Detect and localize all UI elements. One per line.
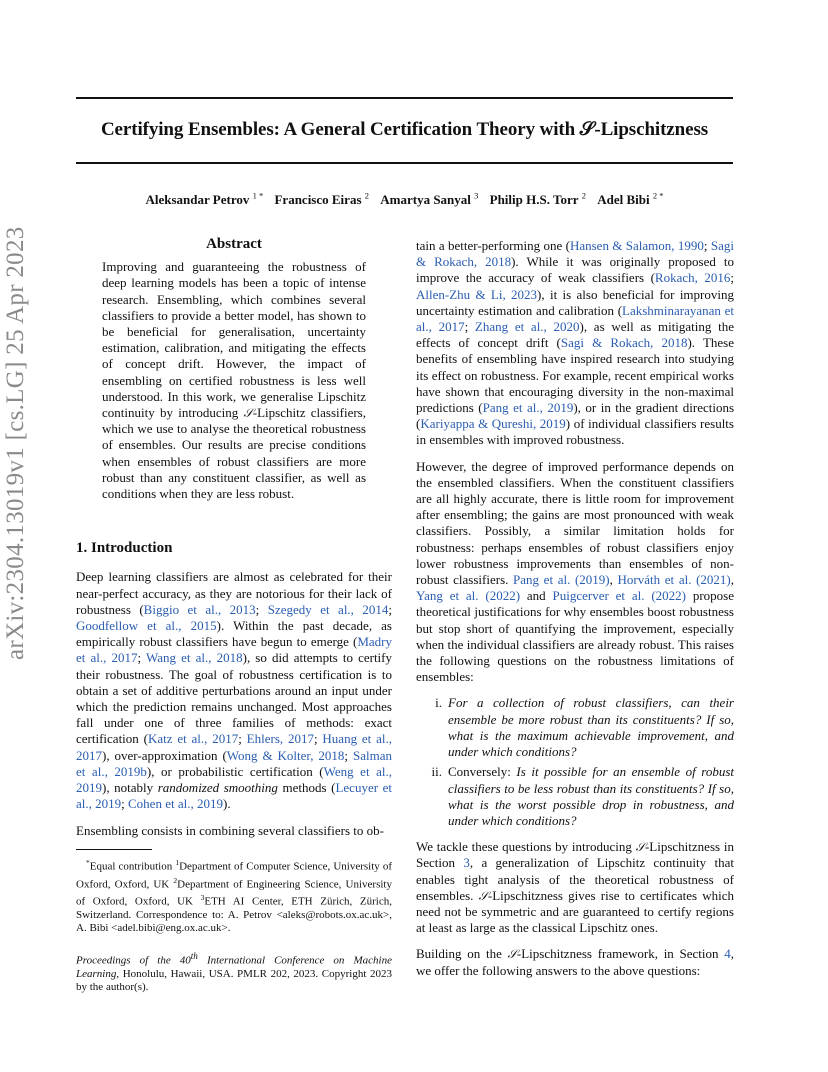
- citation-link[interactable]: Lakshminarayanan et al., 2017: [416, 302, 734, 335]
- footnote-rule: [76, 849, 152, 850]
- citation-link[interactable]: Hansen & Salamon, 1990: [569, 238, 704, 253]
- abstract-body: Improving and guaranteeing the robustness of deep learning models has been a topic of intense research. Ensembling, which combines several classifiers to provide a better model, has shown to be beneficial for generalisation, uncertainty estimation, calibration, and mitigating the effects of concept drift. However, the impact of ensembling on certified robustness is less well understood. In this work, we generalise Lipschitz continuity by introducing 𝒮-Lipschitz classifiers, which we use to analyse the theoretical robustness of ensembles. Our results are precise conditions when ensembles of robust classifiers are more robust than any constituent classifier, as well as conditions when they are less robust.: [102, 259, 366, 502]
- right-paragraph-4: Building on the 𝒮-Lipschitzness framework, in Section 4, we offer the following answers to the above questions:: [416, 946, 735, 978]
- citation-link[interactable]: Weng et al., 2019: [76, 763, 392, 796]
- right-paragraph-2: However, the degree of improved performance depends on the ensembled classifiers. When the constituent classifiers are all highly accurate, there is little room for improvement after ensembling; the gains are most pronounced with weak classifiers. Possibly, a similar limitation holds for robustness: perhaps ensembles of robust classifiers enjoy lower robustness improvements than ensembles of non-robust classifiers. Pang et al. (2019), Horváth et al. (2021), Yang et al. (2022) and Puigcerver et al. (2022) propose theoretical justifications for why ensembles boost robustness but stop short of quantifying the improvement, especially when the individual classifiers are already robust. This raises the following questions on the robustness limitations of ensembles:: [416, 458, 735, 685]
- citation-link[interactable]: Rokach, 2016: [654, 270, 731, 286]
- citation-link[interactable]: Goodfellow et al., 2015: [76, 618, 217, 634]
- citation-link[interactable]: Wang et al., 2018: [146, 650, 243, 666]
- citation-link[interactable]: Katz et al., 2017: [147, 731, 239, 747]
- citation-link[interactable]: Madry et al., 2017: [76, 634, 392, 666]
- section-heading-introduction: 1. Introduction: [76, 540, 173, 557]
- citation-link[interactable]: Zhang et al., 2020: [474, 319, 580, 335]
- author: Amartya Sanyal $^3$: [380, 191, 479, 208]
- list-item: i. For a collection of robust classifiers, can their ensemble be more robust than its constituents? If so, what is the maximum achievable improvement, and under which conditions?: [435, 695, 734, 760]
- research-questions-list: [416, 695, 734, 829]
- title-rule-top: [76, 97, 733, 99]
- citation-link[interactable]: Wong & Kolter, 2018: [226, 747, 345, 763]
- arxiv-stamp: arXiv:2304.13019v1 [cs.LG] 25 Apr 2023: [2, 226, 29, 660]
- citation-link[interactable]: Puigcerver et al. (2022): [552, 588, 686, 604]
- citation-link[interactable]: Pang et al., 2019: [482, 400, 574, 416]
- abstract-heading: Abstract: [206, 236, 262, 252]
- citation-link[interactable]: Huang et al., 2017: [76, 731, 392, 763]
- citation-link[interactable]: Ehlers, 2017: [246, 731, 314, 747]
- right-column: [416, 238, 734, 989]
- proceedings-note: Proceedings of the 40th International Conference on Machine Learning, Honolulu, Hawaii, USA. PMLR 202, 2023. Copyright 2023 by the author(s).: [76, 950, 392, 993]
- citation-link[interactable]: Horváth et al. (2021): [617, 572, 731, 588]
- citation-link[interactable]: Lecuyer et al., 2019: [76, 780, 393, 812]
- citation-link[interactable]: Biggio et al., 2013: [143, 601, 256, 617]
- section-ref-link[interactable]: 4: [724, 946, 731, 962]
- paper-title: Certifying Ensembles: A General Certification Theory with 𝒮-Lipschitzness: [100, 119, 709, 140]
- title-rule-bottom: [76, 162, 733, 164]
- right-paragraph-3: We tackle these questions by introducing 𝒮-Lipschitzness in Section 3, a generalization of Lipschitz continuity that enables tight analysis of the theoretical robustness of ensembles. 𝒮-Lipschitzness gives rise to certificates which need not be symmetric and are guaranteed to certify regions at least as large as the classical Lipschitz ones.: [416, 839, 735, 936]
- citation-link[interactable]: Szegedy et al., 2014: [267, 601, 389, 617]
- citation-link[interactable]: Salman et al., 2019b: [76, 747, 392, 779]
- citation-link[interactable]: Pang et al. (2019): [513, 572, 610, 588]
- citation-link[interactable]: Kariyappa & Qureshi, 2019: [420, 416, 566, 432]
- citation-link[interactable]: Sagi & Rokach, 2018: [416, 238, 734, 270]
- footnote-affiliations: *Equal contribution $^1$Department of Computer Science, University of Oxford, Oxford, UK $^2$Department of Engineering Science, University of Oxford, Oxford, UK $^3$ETH AI Center, ETH Zürich, Zürich, Switzerland. Correspondence to: A. Petrov <aleks@robots.ox.ac.uk>, A. Bibi <adel.bibi@eng.ox.ac.uk>.: [76, 857, 392, 935]
- right-paragraph-1: tain a better-performing one (Hansen & Salamon, 1990; Sagi & Rokach, 2018). While it was originally proposed to improve the accuracy of weak classifiers (Rokach, 2016; Allen-Zhu & Li, 2023), it is also beneficial for improving uncertainty estimation and calibration (Lakshminarayanan et al., 2017; Zhang et al., 2020), as well as mitigating the effects of concept drift (Sagi & Rokach, 2018). These benefits of ensembling have inspired research into studying its effect on robustness. For example, recent empirical works have shown that encouraging diversity in the non-maximal predictions (Pang et al., 2019), or in the gradient directions (Kariyappa & Qureshi, 2019) of individual classifiers results in ensembles with improved robustness.: [416, 238, 735, 448]
- citation-link[interactable]: Allen-Zhu & Li, 2023: [416, 286, 538, 302]
- list-item: ii. Conversely: Is it possible for an ensemble of robust classifiers to be less robust than its constituents? If so, what is the worst possible drop in robustness, and under which conditions?: [431, 764, 735, 828]
- author: Adel Bibi $^{2 *}$: [597, 191, 664, 208]
- citation-link[interactable]: Cohen et al., 2019: [128, 796, 223, 812]
- author: Aleksandar Petrov $^{1 *}$: [145, 191, 264, 208]
- author: Francisco Eiras $^2$: [274, 191, 369, 208]
- intro-paragraph-1: Deep learning classifiers are almost as celebrated for their near-perfect accuracy, as they are notorious for their lack of robustness (Biggio et al., 2013; Szegedy et al., 2014; Goodfellow et al., 2015). Within the past decade, as empirically robust classifiers have begun to emerge (Madry et al., 2017; Wang et al., 2018), so did attempts to certify their robustness. The goal of robustness certification is to obtain a set of additive perturbations around an input under which the prediction remains unchanged. Most approaches fall under one of three families of methods: exact certification (Katz et al., 2017; Ehlers, 2017; Huang et al., 2017), over-approximation (Wong & Kolter, 2018; Salman et al., 2019b), or probabilistic certification (Weng et al., 2019), notably randomized smoothing methods (Lecuyer et al., 2019; Cohen et al., 2019).: [76, 569, 393, 812]
- left-column: [76, 236, 392, 994]
- author-list: [76, 191, 733, 208]
- author: Philip H.S. Torr $^2$: [489, 191, 587, 208]
- citation-link[interactable]: Sagi & Rokach, 2018: [560, 335, 688, 351]
- intro-paragraph-2: Ensembling consists in combining several classifiers to ob-: [76, 822, 384, 838]
- section-ref-link[interactable]: 3: [463, 855, 470, 871]
- citation-link[interactable]: Yang et al. (2022): [416, 588, 521, 604]
